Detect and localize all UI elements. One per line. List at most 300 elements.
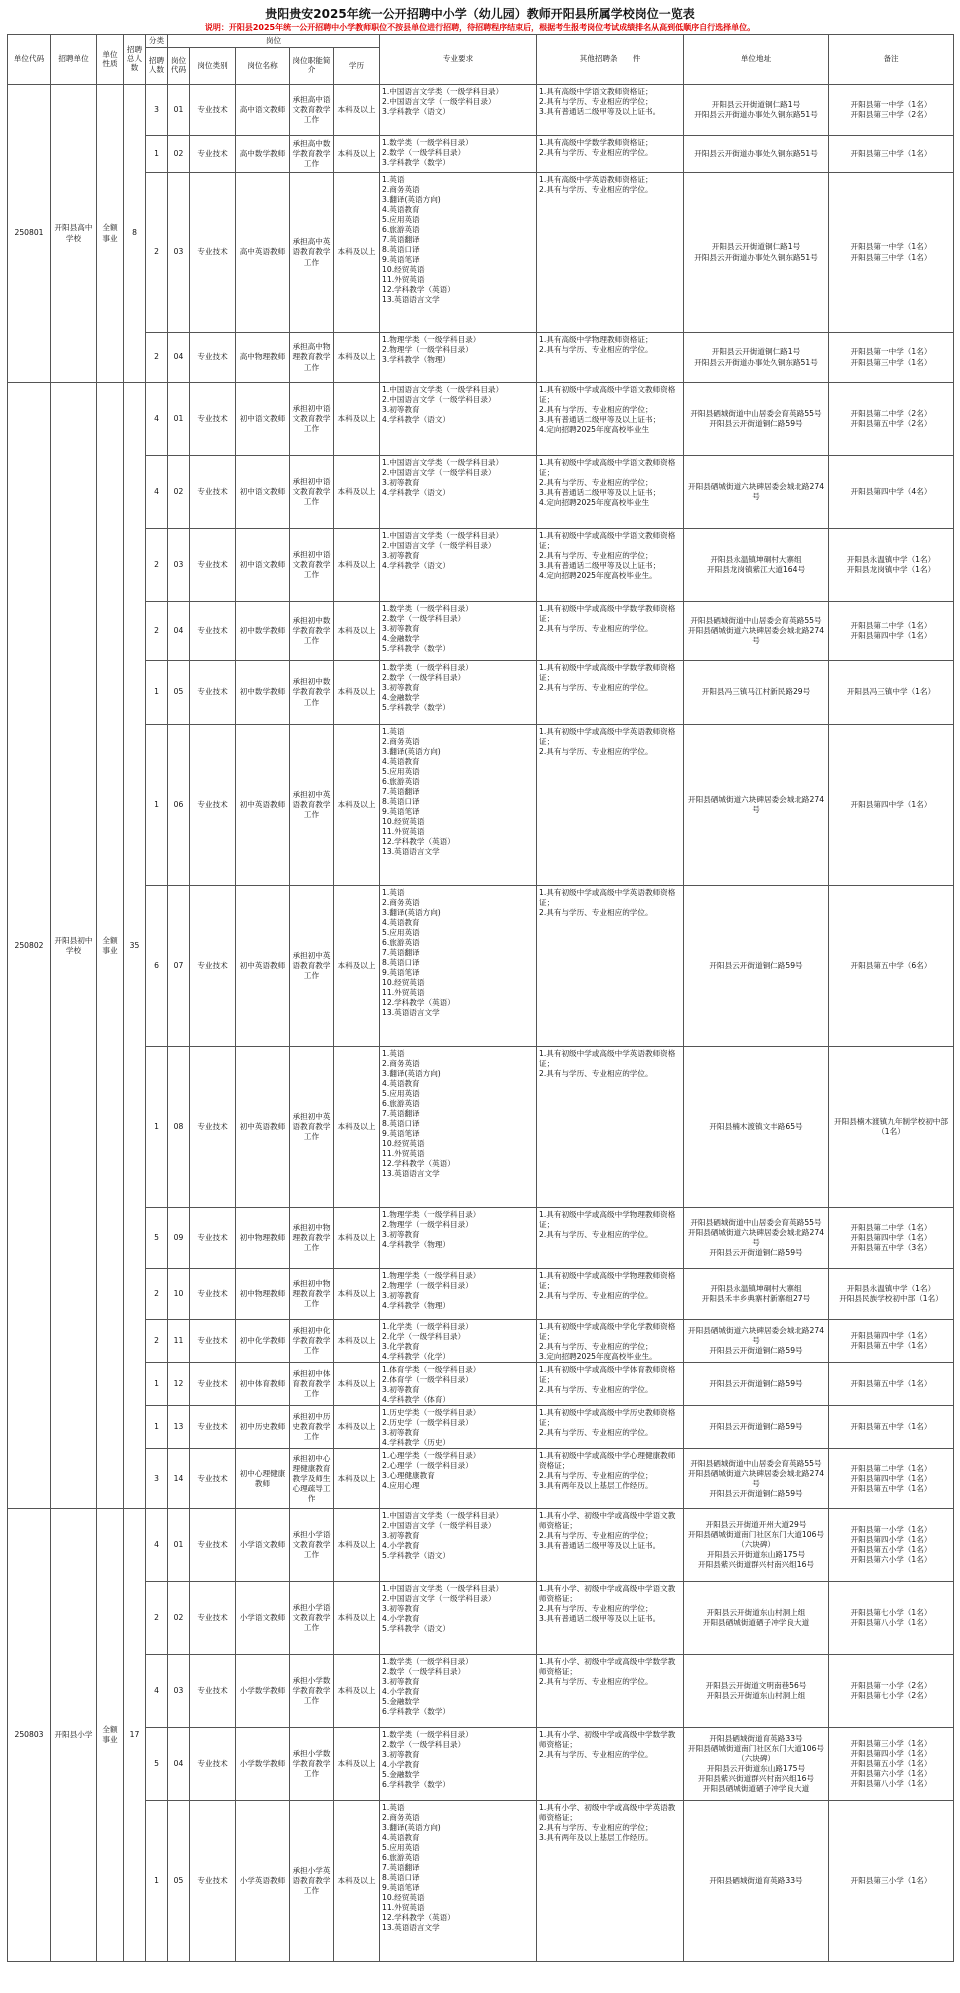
remark-cell-line: 开阳县第五小学（1名） [850,1545,932,1555]
other-cell [537,529,684,602]
address-cell-line: 开阳县云开街道铜仁路1号 [711,99,801,109]
major-cell-line: 3.初等教育 [382,1230,420,1240]
pos-code-cell: 06 [168,725,190,886]
other-cell [537,136,684,173]
address-cell [684,456,829,529]
edu-cell: 本科及以上 [334,1208,380,1269]
major-cell-line: 3.翻译(英语方向) [382,195,441,205]
major-cell [380,136,537,173]
major-cell-line: 11.外贸英语 [382,827,425,837]
address-cell-line: 开阳县冯三镇马江村新民路29号 [701,687,811,697]
major-cell-line: 4.英语教育 [382,1833,420,1843]
other-cell-line: 2.具有与学历、专业相应的学位； [539,1823,653,1833]
major-cell-line: 8.英语口译 [382,797,420,807]
unit-name-cell: 开阳县小学 [51,1509,97,1962]
num-cell: 3 [146,85,168,136]
other-cell-line: 1.具有高级中学物理教师资格证； [539,335,653,344]
duty-cell: 承担初中数学教育教学工作 [290,661,334,725]
other-cell-line: 3.具有两年及以上基层工作经历。 [539,1481,653,1491]
address-cell [684,1320,829,1363]
address-cell [684,529,829,602]
major-cell-line: 12.学科教学（英语） [382,837,455,847]
duty-cell: 承担初中语文教育教学工作 [290,383,334,456]
address-cell-line: 开阳县龙岗镇紫江大道164号 [707,565,806,574]
address-cell-line: 开阳县云开街道铜仁路59号 [709,419,803,428]
table-row [8,1655,954,1728]
address-cell-line: 开阳县永温镇坤硐村大寨组 [710,554,802,564]
major-cell-line: 10.经贸英语 [382,817,425,827]
remark-cell [829,1208,954,1269]
major-cell-line: 6.旅游英语 [382,225,420,235]
duty-cell: 承担初中心理健康教育教学及师生心理疏导工作 [290,1449,334,1509]
other-cell-line: 1.具有高级中学数学教师资格证； [539,138,653,147]
unit-nature-cell: 全额事业 [97,1509,124,1962]
num-cell: 5 [146,1208,168,1269]
pos-code-cell: 04 [168,602,190,661]
duty-cell: 承担初中化学教育教学工作 [290,1320,334,1363]
other-cell-line: 2.具有与学历、专业相应的学位。 [539,624,653,634]
major-cell-line: 3.学科教学（数学） [382,158,451,168]
pos-cat-cell: 专业技术 [190,136,236,173]
address-cell-line: 开阳县硒城街道六块碑居委会城北路274号 [688,794,825,814]
remark-cell-line: 开阳县第四中学（1名） [850,1473,932,1483]
major-cell-line: 13.英语语言文学 [382,1169,440,1179]
major-cell-line: 12.学科教学（英语） [382,1159,455,1169]
edu-cell: 本科及以上 [334,456,380,529]
edu-cell: 本科及以上 [334,1406,380,1449]
major-cell-line: 3.初等教育 [382,1428,420,1438]
other-cell [537,886,684,1047]
table-row [8,1582,954,1655]
major-cell-line: 5.金融数学 [382,1770,420,1780]
major-cell-line: 8.英语口译 [382,958,420,968]
major-cell-line: 8.英语口译 [382,245,420,255]
address-cell [684,1208,829,1269]
num-cell: 2 [146,173,168,333]
other-cell [537,1582,684,1655]
major-cell-line: 1.英语 [382,1049,405,1058]
major-cell-line: 2.体育学（一级学科目录） [382,1375,473,1385]
major-cell-line: 2.商务英语 [382,1059,420,1069]
major-cell-line: 3.初等教育 [382,478,420,488]
edu-cell: 本科及以上 [334,1047,380,1208]
major-cell-line: 8.英语口译 [382,1873,420,1883]
other-cell [537,1208,684,1269]
major-cell-line: 7.英语翻译 [382,1863,420,1873]
pos-code-cell: 05 [168,661,190,725]
major-cell-line: 1.英语 [382,727,405,736]
table-row [8,1509,954,1582]
table-row [8,85,954,136]
num-cell: 4 [146,456,168,529]
address-cell [684,1449,829,1509]
duty-cell: 承担初中语文教育教学工作 [290,529,334,602]
address-cell-line: 开阳县云开街道铜仁路1号 [711,347,801,357]
pos-cat-cell: 专业技术 [190,529,236,602]
address-cell [684,1728,829,1801]
pos-name-cell: 初中语文教师 [236,456,290,529]
major-cell [380,1655,537,1728]
other-cell [537,1509,684,1582]
edu-cell: 本科及以上 [334,383,380,456]
major-cell-line: 4.小学教育 [382,1614,420,1624]
other-cell-line: 1.具有初级中学或高级中学历史教师资格证； [539,1408,676,1428]
major-cell-line: 4.英语教育 [382,757,420,767]
major-cell-line: 2.中国语言文学（一级学科目录） [382,395,496,405]
major-cell-line: 1.数学类（一级学科目录） [382,604,473,613]
pos-name-cell: 高中语文教师 [236,85,290,136]
page-title: 贵阳贵安2025年统一公开招聘中小学（幼儿园）教师开阳县所属学校岗位一览表 [265,7,695,21]
pos-name-cell: 初中英语教师 [236,886,290,1047]
table-row [8,602,954,661]
major-cell-line: 9.英语笔译 [382,255,420,265]
major-cell-line: 1.物理学类（一级学科目录） [382,1210,481,1219]
remark-cell-line: 开阳县第三小学（1名） [850,1739,932,1749]
pos-cat-cell: 专业技术 [190,1208,236,1269]
address-cell-line: 开阳县云开街道办事处久铜东路51号 [694,252,818,262]
pos-cat-cell: 专业技术 [190,661,236,725]
major-cell-line: 1.历史学类（一级学科目录） [382,1408,481,1418]
major-cell-line: 3.初等教育 [382,624,420,634]
other-cell-line: 1.具有初级中学或高级中学数学教师资格证； [539,663,676,683]
address-cell-line: 开阳县紫兴街道群兴村南兴组16号 [698,1774,815,1784]
major-cell-line: 12.学科教学（英语） [382,1913,455,1923]
major-cell-line: 1.英语 [382,1803,405,1813]
pos-name-cell: 初中英语教师 [236,725,290,886]
address-cell-line: 开阳县硒城街道中山居委会育英路55号 [690,1217,822,1227]
major-cell-line: 1.英语 [382,175,405,184]
address-cell-line: 开阳县硒城街道南门社区东门大道106号（六块碑） [688,1530,825,1550]
other-cell [537,1655,684,1728]
pos-name-cell: 初中数学教师 [236,661,290,725]
major-cell-line: 1.中国语言文学类（一级学科目录） [382,1584,504,1594]
remark-cell-line: 开阳县第三中学（2名） [850,110,932,119]
duty-cell: 承担高中英语教育教学工作 [290,173,334,333]
address-cell-line: 开阳县硒城街道六块碑居委会城北路274号 [688,481,825,501]
address-cell-line: 开阳县硒城街道育英路33号 [709,1876,803,1886]
major-cell-line: 12.学科教学（英语） [382,998,455,1008]
major-cell-line: 4.小学教育 [382,1760,420,1770]
major-cell-line: 2.数学（一级学科目录） [382,1740,466,1750]
other-cell-line: 1.具有初级中学或高级中学物理教师资格证； [539,1271,676,1291]
other-cell-line: 1.具有小学、初级中学或高级中学英语教师资格证； [539,1803,676,1823]
remark-cell [829,1269,954,1320]
major-cell-line: 3.初等教育 [382,1750,420,1760]
edu-cell: 本科及以上 [334,173,380,333]
address-cell-line: 开阳县紫兴街道群兴村南兴组16号 [698,1560,815,1570]
remark-cell [829,456,954,529]
other-cell-line: 3.具有普通话二级甲等及以上证书； [539,415,661,425]
major-cell-line: 10.经贸英语 [382,1893,425,1903]
major-cell-line: 5.应用英语 [382,928,420,938]
other-cell [537,1269,684,1320]
num-cell: 2 [146,1582,168,1655]
table-row [8,1320,954,1363]
major-cell-line: 1.中国语言文学类（一级学科目录） [382,385,504,394]
other-cell-line: 2.具有与学历、专业相应的学位。 [539,185,653,195]
major-cell-line: 6.旅游英语 [382,777,420,787]
remark-cell-line: 开阳县第五中学（1名） [850,1379,932,1389]
other-cell-line: 2.具有与学历、专业相应的学位； [539,1531,653,1541]
remark-cell [829,1406,954,1449]
major-cell-line: 10.经贸英语 [382,978,425,988]
pos-name-cell: 初中心理健康教师 [236,1449,290,1509]
major-cell-line: 2.中国语言文学（一级学科目录） [382,1521,496,1531]
duty-cell: 承担高中物理教育教学工作 [290,333,334,383]
address-cell-line: 开阳县云开街道铜仁路59号 [709,1346,803,1356]
other-cell [537,725,684,886]
edu-cell: 本科及以上 [334,886,380,1047]
pos-code-cell: 10 [168,1269,190,1320]
major-cell [380,529,537,602]
pos-name-cell: 初中历史教师 [236,1406,290,1449]
pos-name-cell: 初中英语教师 [236,1047,290,1208]
edu-cell: 本科及以上 [334,333,380,383]
major-cell-line: 2.历史学（一级学科目录） [382,1418,473,1428]
address-cell-line: 开阳县云开街道东山村洞上组 [706,1608,806,1618]
remark-cell-line: 开阳县第三小学（1名） [850,1876,932,1886]
major-cell-line: 2.商务英语 [382,898,420,908]
major-cell-line: 7.英语翻译 [382,1109,420,1119]
major-cell-line: 2.物理学（一级学科目录） [382,1281,473,1291]
other-cell-line: 3.具有普通话二级甲等及以上证书； [539,561,661,571]
major-cell [380,886,537,1047]
major-cell-line: 1.物理学类（一级学科目录） [382,1271,481,1280]
address-cell-line: 开阳县硒城街道中山居委会育英路55号 [690,1458,822,1468]
other-cell-line: 3.具有普通话二级甲等及以上证书。 [539,1614,661,1624]
table-row [8,1449,954,1509]
remark-cell [829,136,954,173]
remark-cell-line: 开阳县第二中学（1名） [850,1463,932,1473]
address-cell-line: 开阳县云开街道铜仁路59号 [709,1379,803,1389]
header-position-group: 岗位 [168,35,380,48]
other-cell-line: 2.具有与学历、专业相应的学位。 [539,683,653,693]
other-cell [537,1449,684,1509]
remark-cell-line: 开阳县第五中学（1名） [850,1483,932,1493]
other-cell-line: 2.具有与学历、专业相应的学位； [539,1471,653,1481]
other-cell-line: 2.具有与学历、专业相应的学位。 [539,1750,653,1760]
major-cell-line: 5.学科教学（数学） [382,644,451,654]
other-cell-line: 3.具有普通话二级甲等及以上证书； [539,488,661,498]
pos-code-cell: 03 [168,1655,190,1728]
remark-cell [829,1801,954,1962]
table-row [8,1406,954,1449]
pos-code-cell: 12 [168,1363,190,1406]
major-cell-line: 13.英语语言文学 [382,1008,440,1018]
major-cell-line: 5.应用英语 [382,767,420,777]
major-cell-line: 5.学科教学（语文） [382,1551,451,1561]
header-total: 招聘总人数 [124,35,146,85]
address-cell-line: 开阳县云开街道铜仁路59号 [709,1248,803,1258]
other-cell-line: 3.具有普通话二级甲等及以上证书。 [539,107,661,117]
major-cell-line: 3.翻译(英语方向) [382,1823,441,1833]
remark-cell-line: 开阳县第八小学（1名） [850,1779,932,1789]
major-cell-line: 13.英语语言文学 [382,847,440,857]
header-pos-cat: 岗位类别 [190,48,236,85]
address-cell-line: 开阳县硒城街道六块碑居委会城北路274号 [688,1227,825,1247]
major-cell-line: 2.数学（一级学科目录） [382,1667,466,1677]
pos-code-cell: 01 [168,1509,190,1582]
major-cell-line: 1.英语 [382,888,405,897]
major-cell-line: 4.应用心理 [382,1481,420,1491]
other-cell-line: 1.具有初级中学或高级中学物理教师资格证； [539,1210,676,1230]
major-cell [380,725,537,886]
table-row [8,136,954,173]
pos-cat-cell: 专业技术 [190,1320,236,1363]
major-cell [380,1208,537,1269]
table-row [8,1363,954,1406]
other-cell-line: 2.具有与学历、专业相应的学位。 [539,747,653,757]
unit-nature-cell: 全额事业 [97,383,124,1509]
table-body [8,85,954,1962]
other-cell-line: 2.具有与学历、专业相应的学位。 [539,1385,653,1395]
edu-cell: 本科及以上 [334,602,380,661]
major-cell-line: 11.外贸英语 [382,275,425,285]
num-cell: 4 [146,1509,168,1582]
major-cell-line: 3.初等教育 [382,1677,420,1687]
other-cell-line: 1.具有小学、初级中学或高级中学语文教师资格证； [539,1511,676,1531]
other-cell-line: 1.具有初级中学或高级中学英语教师资格证； [539,1049,676,1069]
major-cell-line: 4.学科教学（语文） [382,561,451,571]
major-cell-line: 13.英语语言文学 [382,295,440,305]
address-cell-line: 开阳县云开街道办事处久铜东路51号 [694,357,818,367]
remark-cell-line: 开阳县第六小学（1名） [850,1769,932,1779]
pos-name-cell: 小学数学教师 [236,1655,290,1728]
major-cell-line: 3.学科教学（物理） [382,355,451,365]
pos-name-cell: 初中化学教师 [236,1320,290,1363]
pos-cat-cell: 专业技术 [190,173,236,333]
header-category-group: 分类 [146,35,168,48]
duty-cell: 承担高中语文教育教学工作 [290,85,334,136]
major-cell-line: 2.商务英语 [382,185,420,195]
major-cell-line: 4.英语教育 [382,1079,420,1089]
major-cell-line: 9.英语笔译 [382,1129,420,1139]
other-cell-line: 1.具有小学、初级中学或高级中学语文教师资格证； [539,1584,676,1604]
unit-name-cell: 开阳县高中学校 [51,85,97,383]
pos-cat-cell: 专业技术 [190,602,236,661]
num-cell: 1 [146,1047,168,1208]
major-cell-line: 3.初等教育 [382,551,420,561]
address-cell [684,1582,829,1655]
address-cell-line: 开阳县禾丰乡典寨村新寨组27号 [701,1294,811,1303]
address-cell [684,85,829,136]
remark-cell-line: 开阳县第八小学（1名） [850,1618,932,1628]
major-cell-line: 5.应用英语 [382,1843,420,1853]
num-cell: 4 [146,383,168,456]
pos-code-cell: 01 [168,85,190,136]
address-cell [684,173,829,333]
major-cell-line: 5.金融数学 [382,1697,420,1707]
major-cell-line: 4.学科教学（物理） [382,1240,451,1250]
remark-cell-line: 开阳县第七小学（1名） [850,1608,932,1618]
remark-cell-line: 开阳县第五小学（1名） [850,1759,932,1769]
address-cell-line: 开阳县硒城街道南门社区东门大道106号（六块碑） [688,1744,825,1764]
pos-cat-cell: 专业技术 [190,1582,236,1655]
edu-cell: 本科及以上 [334,661,380,725]
major-cell [380,456,537,529]
major-cell [380,383,537,456]
num-cell: 2 [146,333,168,383]
address-cell [684,383,829,456]
major-cell-line: 4.学科教学（物理） [382,1301,451,1311]
major-cell [380,1269,537,1320]
pos-cat-cell: 专业技术 [190,1509,236,1582]
major-cell-line: 2.中国语言文学（一级学科目录） [382,1594,496,1604]
major-cell-line: 7.英语翻译 [382,948,420,958]
pos-name-cell: 高中数学教师 [236,136,290,173]
pos-code-cell: 03 [168,173,190,333]
other-cell [537,333,684,383]
other-cell-line: 2.具有与学历、专业相应的学位。 [539,908,653,918]
major-cell-line: 7.英语翻译 [382,235,420,245]
header-remark: 备注 [829,35,954,85]
address-cell-line: 开阳县云开街道东山路175号 [707,1550,806,1560]
major-cell [380,1509,537,1582]
address-cell-line: 开阳县硒城街道六块碑居委会城北路274号 [688,625,825,645]
major-cell [380,1363,537,1406]
address-cell [684,1509,829,1582]
other-cell [537,1728,684,1801]
major-cell-line: 4.金融数学 [382,693,420,703]
pos-cat-cell: 专业技术 [190,1363,236,1406]
pos-cat-cell: 专业技术 [190,1406,236,1449]
remark-cell-line: 开阳县冯三镇中学（1名） [846,687,936,697]
other-cell [537,85,684,136]
table-row [8,725,954,886]
remark-cell-line: 开阳县第六小学（1名） [850,1555,932,1565]
remark-cell [829,529,954,602]
other-cell-line: 1.具有初级中学或高级中学数学教师资格证； [539,604,676,624]
remark-cell [829,333,954,383]
other-cell [537,1801,684,1962]
pos-cat-cell: 专业技术 [190,1269,236,1320]
other-cell-line: 1.具有初级中学或高级中学化学教师资格证； [539,1322,676,1342]
unit-code-cell: 250802 [8,383,51,1509]
num-cell: 5 [146,1728,168,1801]
edu-cell: 本科及以上 [334,136,380,173]
major-cell-line: 4.学科教学（语文） [382,415,451,425]
edu-cell: 本科及以上 [334,1509,380,1582]
remark-cell [829,1363,954,1406]
other-cell-line: 2.具有与学历、专业相应的学位。 [539,345,653,355]
major-cell-line: 3.学科教学（语文） [382,107,451,117]
remark-cell-line: 开阳县第一中学（1名） [850,347,932,357]
pos-cat-cell: 专业技术 [190,1047,236,1208]
table-row [8,529,954,602]
address-cell [684,886,829,1047]
address-cell-line: 开阳县云开街道开州大道29号 [705,1520,807,1530]
major-cell-line: 1.中国语言文学类（一级学科目录） [382,458,504,467]
pos-code-cell: 04 [168,1728,190,1801]
address-cell [684,1047,829,1208]
unit-total-cell: 17 [124,1509,146,1962]
duty-cell: 承担初中英语教育教学工作 [290,725,334,886]
pos-code-cell: 03 [168,529,190,602]
other-cell-line: 1.具有初级中学或高级中学语文教师资格证； [539,385,676,405]
duty-cell: 承担小学数学教育教学工作 [290,1728,334,1801]
remark-cell [829,1320,954,1363]
address-cell-line: 开阳县云开街道东山村洞上组 [706,1691,806,1701]
remark-cell-line: 开阳县第四中学（1名） [850,631,932,640]
other-cell-line: 4.定向招聘2025年度高校毕业生 [539,498,650,508]
pos-cat-cell: 专业技术 [190,383,236,456]
num-cell: 2 [146,1320,168,1363]
major-cell-line: 6.旅游英语 [382,938,420,948]
major-cell-line: 1.中国语言文学类（一级学科目录） [382,87,504,96]
pos-code-cell: 05 [168,1801,190,1962]
major-cell-line: 9.英语笔译 [382,1883,420,1893]
address-cell-line: 开阳县硒城街道中山居委会育英路55号 [690,615,822,625]
